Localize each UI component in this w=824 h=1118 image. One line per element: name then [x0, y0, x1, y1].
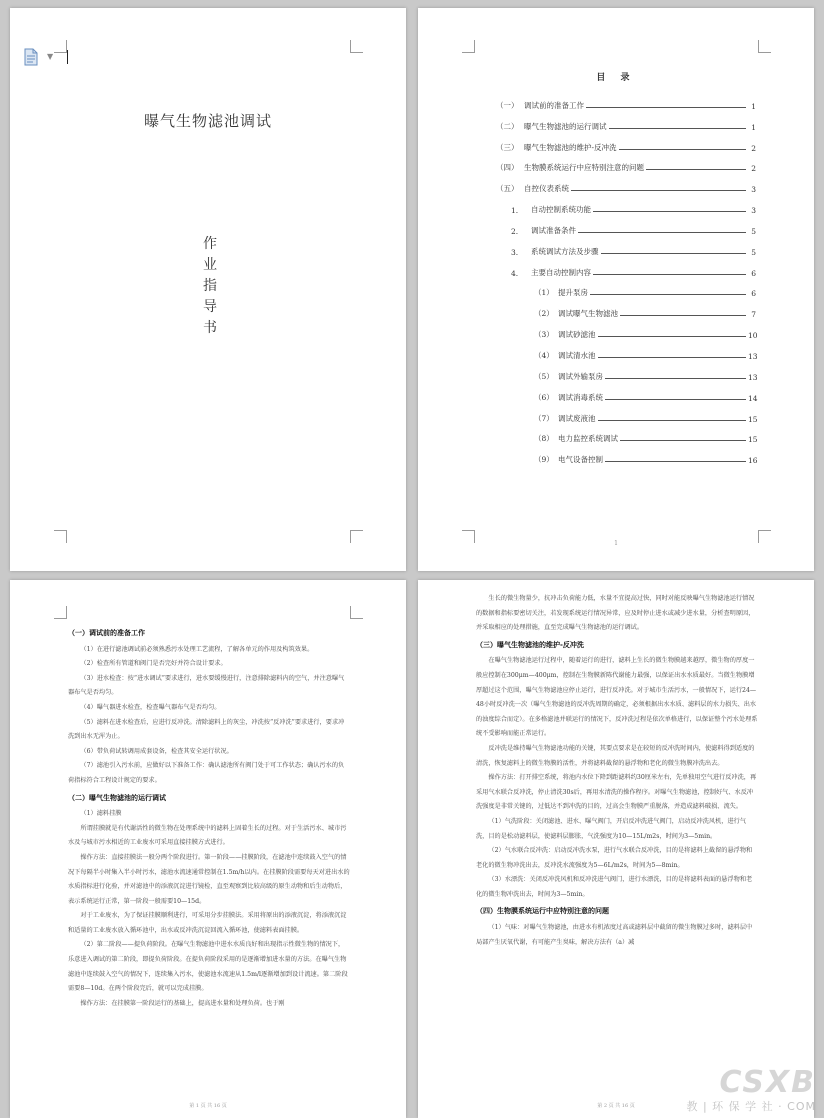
toc-entry-number: 1. [511, 206, 519, 216]
chevron-down-icon[interactable]: ▼ [47, 52, 54, 61]
toc-leader-line [620, 440, 746, 441]
subtitle-char: 业 [203, 257, 217, 273]
toc-leader-line [593, 211, 746, 212]
toc-entry-page: 7 [751, 310, 756, 320]
paragraph: （1）在进行滤池调试前必须熟悉污水处理工艺流程，了解各单元的作用及构筑效果。 [80, 645, 314, 653]
toc-entry-number: （9） [534, 455, 554, 465]
toc-entry-text: 电力监控系统调试 [558, 434, 618, 444]
paragraph: （5）滤料在进水检查后，应进行反冲洗。清除滤料上的灰尘，冲洗按“反冲洗”要求进行，要求冲洗到出水无浑为止。 [68, 718, 345, 741]
toc-entry-text: 调试准备条件 [531, 225, 576, 235]
body-text [476, 592, 758, 950]
paragraph: （6）带负荷试转调用成套设备，检查其安全运行状况。 [80, 747, 233, 755]
toc-leader-line [646, 169, 746, 170]
section-heading: （二）曝气生物滤池的运行调试 [68, 793, 166, 802]
toc-entry-page: 13 [748, 372, 758, 382]
toc-leader-line [578, 232, 746, 233]
toc-entry-number: （7） [534, 413, 554, 423]
margin-mark-top-right [350, 40, 363, 53]
toc-entry-page: 13 [748, 351, 758, 361]
vertical-subtitle [199, 234, 221, 339]
page-3-body [10, 580, 406, 1118]
subtitle-char: 书 [203, 320, 217, 336]
toc-entry-text: 调试曝气生物滤池 [558, 309, 618, 319]
page-1-cover [10, 8, 406, 571]
toc-entry-text: 调试消毒系统 [558, 392, 603, 402]
body-text [68, 624, 350, 1011]
toc-entry-number: （一） [496, 100, 519, 110]
toc-entry-number: （5） [534, 371, 554, 381]
toc-entry-page: 16 [748, 456, 758, 466]
paragraph: 所谓挂膜就是有代谢活性的微生物在处理系统中的滤料上固着生长的过程。对于生活污水、城市污水及与城市污水相近的工业废水可采用直接挂膜方式进行。 [68, 824, 347, 847]
section-paragraphs [68, 643, 350, 789]
toc-entry[interactable] [496, 90, 756, 111]
toc-entry-text: 自动控制系统功能 [531, 205, 591, 215]
paragraph: （3）进水检查：按“进水调试”要求进行，进水要缓慢进行，注意排除滤料内的空气，并注意曝气器布气是否均匀。 [68, 674, 345, 697]
toc-entry-text: 曝气生物滤池的维护-反冲洗 [524, 142, 617, 152]
toc-entry[interactable] [496, 382, 756, 403]
toc-leader-line [605, 378, 746, 379]
toc-entry-page: 1 [751, 101, 756, 111]
section-paragraphs [68, 807, 350, 1011]
toc-entry-page: 1 [751, 122, 756, 132]
toc-entry-page: 15 [748, 414, 758, 424]
toc-leader-line [619, 149, 746, 150]
section-paragraphs [476, 592, 758, 636]
paragraph: （2）气水联合反冲洗：启动反冲洗水泵，进行气水联合反冲洗，目的是将滤料上截留的悬浮物和老化的微生物冲洗出去，反冲洗水流强度为5—6L/m2s，时间为5—8min。 [476, 847, 753, 869]
section-heading: （一）调试前的准备工作 [68, 629, 145, 637]
toc-leader-line [609, 128, 747, 129]
toc-entry-page: 2 [751, 143, 756, 153]
subtitle-char: 导 [203, 299, 217, 315]
toc-leader-line [598, 336, 747, 337]
toc-entry-text: 曝气生物滤池的运行调试 [524, 121, 607, 131]
toc-entry[interactable] [496, 424, 756, 445]
margin-mark-top-left [462, 40, 475, 53]
toc-entry-page: 5 [751, 247, 756, 257]
subtitle-char: 指 [203, 278, 217, 294]
paragraph: （2）第二阶段——提负荷阶段。在曝气生物滤池中进水水质良好和出现指示性微生物的情况下，乐意进入调试的第二阶段，即提负荷阶段。在提负荷阶段采用的是逐渐增加进水量的方法。在曝气生物滤池中连续鼓入空气的情况下，连续集入污水，使滤池水流速从1.5m/l逐渐增加到设计流速。第二阶段需要8—10d。在两个阶段完后，就可以完成挂膜。 [68, 941, 348, 993]
watermark-logo-text: CSXB [719, 1065, 816, 1100]
page-number: 1 [614, 540, 618, 547]
watermark-site-text: 教 | 环 保 学 社 · COM [686, 1100, 816, 1113]
toc-leader-line [605, 461, 746, 462]
document-icon[interactable] [24, 48, 38, 66]
toc-entry[interactable] [496, 236, 756, 257]
paragraph: 操作方法：打开排空系统，将池内水位下降到距滤料约30厘米左右，先单独用空气进行反冲洗，再采用气水联合反冲洗，停止清洗30s后，再用水清洗的操作程序。对曝气生物滤池，控制好气、水反冲洗强度是非常关键的，过低达不到冲洗的目的，过高会生物膜严重脱落，并造成滤料破损、流失。 [476, 774, 757, 811]
toc-entry[interactable] [496, 298, 756, 319]
toc-leader-line [605, 399, 746, 400]
toc-entry-text: 提升泵房 [558, 288, 588, 298]
margin-mark-top-right [350, 606, 363, 619]
section-heading: （三）曝气生物滤池的维护-反冲洗 [476, 640, 584, 649]
toc-entry[interactable] [496, 215, 756, 236]
toc-entry-page: 5 [751, 226, 756, 236]
toc-title: 目 录 [596, 73, 636, 83]
toc-entry[interactable] [496, 319, 756, 340]
margin-mark-bottom-right [350, 530, 363, 543]
toc-leader-line [598, 420, 747, 421]
toc-leader-line [571, 190, 746, 191]
paragraph: （1）滤料挂膜 [80, 810, 122, 818]
toc-entry-number: （四） [496, 163, 519, 173]
toc-entry-number: （三） [496, 142, 519, 152]
toc-entry-page: 6 [751, 268, 756, 278]
page-4-body [418, 580, 814, 1118]
toc-entry-page: 14 [748, 393, 758, 403]
paragraph: 操作方法：在挂膜第一阶段运行的基础上，提高进水量和处理负荷。也于刚 [80, 999, 285, 1007]
paragraph: （3）水漂洗：关闭反冲洗风机和反冲洗进气阀门，进行水漂洗，目的是将滤料表面的悬浮物和老化的微生物冲洗出去，时间为3—5min。 [476, 876, 753, 898]
toc-entry[interactable] [496, 194, 756, 215]
toc-entry[interactable] [496, 153, 756, 174]
page-2-toc [418, 8, 814, 571]
paragraph: （4）曝气器进水检查，检查曝气器布气是否均匀。 [80, 703, 221, 711]
toc-entry-text: 调试清水池 [558, 350, 596, 360]
toc-entry-text: 调试砂滤池 [558, 330, 596, 340]
toc-entry[interactable] [496, 257, 756, 278]
paragraph: （7）滤池引入污水前，应做好以下准备工作：确认滤池所有阀门处于可工作状态；确认污水的负荷指标符合工程设计规定的要求。 [68, 762, 345, 784]
toc-entry[interactable] [496, 132, 756, 153]
toc-entry-number: （2） [534, 309, 554, 319]
toc-entry-page: 2 [751, 164, 756, 174]
toc-leader-line [590, 294, 746, 295]
toc-entry[interactable] [496, 340, 756, 361]
toc-entry-text: 系统调试方法及步骤 [531, 246, 599, 256]
toc-entry-text: 调试前的准备工作 [524, 100, 584, 110]
margin-mark-top-left [54, 606, 67, 619]
paragraph: 生长的微生物量少，抗冲击负荷能力低，水量不宜提高过快，同时对能反映曝气生物滤池运行情况的数据和指标要密切关注，若发现系统运行情况异常，应及时停止进水或减少进水量，分析查明原因，并采取相应的处理措施，直至完成曝气生物滤池的运行调试。 [476, 595, 755, 632]
toc-entry-number: （4） [534, 350, 554, 360]
toc-entry-number: 4. [511, 268, 519, 278]
toc-leader-line [620, 315, 746, 316]
page-footer: 第 1 页 共 16 页 [189, 1103, 227, 1109]
toc-entry-number: （8） [534, 434, 554, 444]
section-heading: （四）生物膜系统运行中应特别注意的问题 [476, 907, 609, 916]
section-paragraphs [476, 921, 758, 950]
toc-entry[interactable] [496, 403, 756, 424]
subtitle-char: 作 [203, 236, 217, 252]
paragraph: （1）气味：对曝气生物滤池，由进水有机浓度过高或滤料层中截留的微生物膜过多时，滤料层中局部产生厌氧代谢，有可能产生臭味，解决方法有（a）减 [476, 924, 753, 946]
paragraph: （1）气洗阶段：关闭滤池、进水、曝气阀门，开启反冲洗进气阀门，启动反冲洗风机，进行气洗，目的是松动滤料层，使滤料层膨胀，气洗强度为10—15L/m2s，时间为3—5min。 [476, 817, 747, 840]
toc-entry-number: （五） [496, 184, 519, 194]
page-footer: 第 2 页 共 16 页 [597, 1103, 635, 1109]
paragraph: 在曝气生物滤池运行过程中，随着运行的进行，滤料上生长的微生物膜越来越厚，微生物的厚度一般应控制在300μm—400μm，控制在生物膜新陈代谢能力最强，以保证出水水质最好。当微生物膜增厚超过这个范围，曝气生物滤池应停止运行，进行反冲洗。对于城市生活污水，一般情况下，运行24—48小时反冲洗一次（曝气生物滤池的反冲洗周期的确定，必须根据出水水质、滤料层的水力损失、出水的浊度综合而定）。在多格滤池并联运行的情况下，反冲洗过程是依次单格进行，以保证整个污水处理系统不受影响而能正常运行。 [476, 657, 758, 738]
toc-leader-line [598, 357, 747, 358]
toc-leader-line [586, 107, 746, 108]
toc-entry-number: 2. [511, 226, 519, 236]
paragraph: 对于工业废水，为了保证挂膜顺利进行，可采用分步挂膜法。采用将原出的添液沉淀，将添液沉淀和适量的工业废水放入循环池中，出水或反冲洗沉淀回流入循环池，使滤料表面挂膜。 [68, 912, 347, 934]
section-paragraphs [476, 654, 758, 902]
toc-entry-text: 生物膜系统运行中应特别注意的问题 [524, 163, 644, 173]
margin-mark-top-left [54, 40, 67, 53]
paragraph: （2）检查所有管道和阀门是否完好并符合设计要求。 [80, 660, 227, 668]
toc-entry-page: 6 [751, 289, 756, 299]
toc-entry-page: 3 [751, 206, 756, 216]
margin-mark-bottom-left [54, 530, 67, 543]
paragraph: 操作方法：直接挂膜法一般分两个阶段进行。第一阶段——挂膜阶段，在滤池中连续鼓入空气的情况下每隔半小时集入半小时污水，滤池水流速通常控制在1.5m/h以内。在挂膜阶段需要每天对进出水的水质指标进行化验，并对滤池中的添液沉淀进行镜检，直至观察到比较高级的原生动物和后生动物后，表示系统运行正常，第一阶段一般需要10—15d。 [68, 853, 350, 905]
toc-entry-number: 3. [511, 247, 519, 257]
text-cursor [67, 50, 68, 64]
toc-entry[interactable] [496, 278, 756, 299]
toc-entry-text: 电气设备控制 [558, 455, 603, 465]
table-of-contents [496, 90, 756, 465]
toc-entry[interactable] [496, 361, 756, 382]
toc-entry[interactable] [496, 111, 756, 132]
toc-leader-line [601, 253, 747, 254]
toc-leader-line [593, 274, 746, 275]
toc-entry-text: 调试废液池 [558, 413, 596, 423]
toc-entry-text: 调试外输泵房 [558, 371, 603, 381]
toc-entry-page: 15 [748, 435, 758, 445]
toc-entry-number: （3） [534, 330, 554, 340]
toc-entry-number: （1） [534, 288, 554, 298]
toc-entry-number: （二） [496, 121, 519, 131]
toc-entry-text: 主要自动控制内容 [531, 267, 591, 277]
toc-entry-text: 自控仪表系统 [524, 184, 569, 194]
document-title: 曝气生物滤池调试 [143, 112, 272, 130]
toc-entry[interactable] [496, 173, 756, 194]
toc-entry-page: 3 [751, 185, 756, 195]
toc-entry[interactable] [496, 444, 756, 465]
toc-entry-number: （6） [534, 392, 554, 402]
paragraph: 反冲洗是维持曝气生物滤池功能的关键，其要点要求是在较短的反冲洗时间内，使滤料得到适度的清洗，恢复滤料上的微生物膜的活性，并将滤料截留的悬浮物和老化的微生物膜冲洗出去。 [476, 744, 755, 767]
margin-mark-top-right [758, 40, 771, 53]
toc-entry-page: 10 [748, 331, 758, 341]
